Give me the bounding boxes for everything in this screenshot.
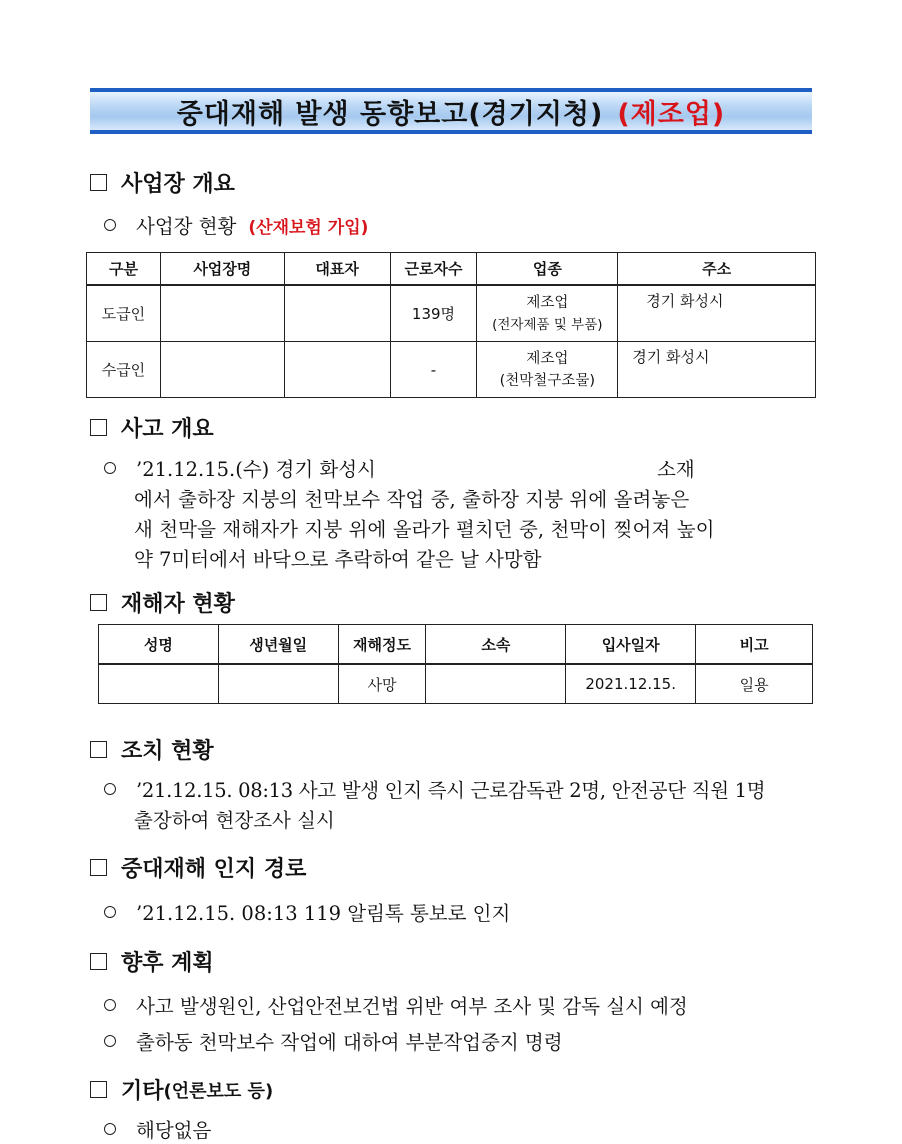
header-cell: 소속 (426, 625, 566, 665)
row-type: 도급인 (87, 285, 161, 342)
plan-line-2: 출하동 천막보수 작업에 대하여 부분작업중지 명령 (136, 1031, 563, 1054)
row-industry (477, 342, 618, 398)
checkbox-square-icon (90, 174, 107, 191)
section-title: 조치 현황 (121, 739, 214, 764)
table-header-row (87, 253, 816, 286)
circle-bullet-icon (104, 1123, 116, 1135)
action-line-2: 출장하여 현장조사 실시 (134, 809, 335, 832)
victim-degree: 사망 (338, 664, 426, 704)
accident-line-4: 약 7미터에서 바닥으로 추락하여 같은 날 사망함 (134, 548, 542, 571)
circle-bullet-icon (104, 906, 116, 918)
bullet-plan-1 (104, 991, 688, 1019)
header-cell: 주소 (618, 253, 816, 286)
table-row (99, 664, 813, 704)
recognition-line: ’21.12.15. 08:13 119 알림톡 통보로 인지 (136, 902, 511, 925)
circle-bullet-icon (104, 462, 116, 474)
industry-line: 제조업 (526, 350, 569, 367)
section-title: 기타 (121, 1079, 164, 1104)
header-cell: 대표자 (284, 253, 390, 286)
header-cell: 근로자수 (390, 253, 477, 286)
table-row (87, 285, 816, 342)
bullet-company-status (104, 211, 368, 239)
industry-detail: (천막철구조물) (499, 372, 595, 389)
bullet-action (104, 775, 765, 803)
checkbox-square-icon (90, 594, 107, 611)
row-workers: 139명 (390, 285, 477, 342)
section-title: 중대재해 인지 경로 (121, 857, 307, 882)
table-header-row (99, 625, 813, 665)
row-workers: - (390, 342, 477, 398)
bullet-accident (104, 454, 376, 482)
bullet-recognition (104, 898, 510, 926)
report-title: 중대재해 발생 동향보고(경기지청) (176, 98, 604, 130)
section-company-overview (90, 167, 235, 198)
section-title: 재해자 현황 (121, 592, 235, 617)
header-cell: 사업장명 (160, 253, 284, 286)
insurance-tag: (산재보험 가입) (248, 217, 369, 238)
checkbox-square-icon (90, 1081, 107, 1098)
section-action-status (90, 734, 214, 765)
industry-detail: (전자제품 및 부품) (492, 316, 603, 333)
section-title: 향후 계획 (121, 951, 214, 976)
bullet-plan-2 (104, 1027, 563, 1055)
industry-line: 제조업 (526, 294, 569, 311)
header-cell: 입사일자 (566, 625, 696, 665)
table-row (87, 342, 816, 398)
section-title-sub: (언론보도 등) (163, 1080, 274, 1102)
row-name-redacted (160, 342, 284, 398)
report-title-tag: (제조업) (617, 98, 726, 130)
section-title: 사업장 개요 (121, 172, 235, 197)
row-ceo-redacted (284, 342, 390, 398)
action-line-1: ’21.12.15. 08:13 사고 발생 인지 즉시 근로감독관 2명, 안전공단 직원 1명 (136, 779, 766, 802)
bullet-text: 사업장 현황 (136, 215, 237, 238)
victim-org-redacted (426, 664, 566, 704)
section-accident-overview (90, 412, 214, 443)
row-name-redacted (160, 285, 284, 342)
section-recognition-path (90, 852, 306, 883)
header-cell: 구분 (87, 253, 161, 286)
victim-name-redacted (99, 664, 219, 704)
header-cell: 재해정도 (338, 625, 426, 665)
circle-bullet-icon (104, 219, 116, 231)
circle-bullet-icon (104, 783, 116, 795)
row-industry (477, 285, 618, 342)
header-cell: 생년월일 (218, 625, 338, 665)
etc-line: 해당없음 (136, 1119, 212, 1142)
checkbox-square-icon (90, 953, 107, 970)
section-title: 사고 개요 (121, 417, 214, 442)
accident-line-2: 에서 출하장 지붕의 천막보수 작업 중, 출하장 지붕 위에 올려놓은 (134, 488, 690, 511)
header-cell: 업종 (477, 253, 618, 286)
section-victim-status (90, 587, 235, 618)
header-cell: 비고 (696, 625, 813, 665)
row-address: 경기 화성시 (618, 342, 816, 398)
plan-line-1: 사고 발생원인, 산업안전보건법 위반 여부 조사 및 감독 실시 예정 (136, 995, 688, 1018)
row-address: 경기 화성시 (618, 285, 816, 342)
circle-bullet-icon (104, 1035, 116, 1047)
section-etc (90, 1074, 273, 1105)
victim-birth-redacted (218, 664, 338, 704)
victim-table (98, 624, 813, 704)
circle-bullet-icon (104, 999, 116, 1011)
section-future-plan (90, 946, 214, 977)
checkbox-square-icon (90, 741, 107, 758)
row-ceo-redacted (284, 285, 390, 342)
row-type: 수급인 (87, 342, 161, 398)
victim-joined: 2021.12.15. (566, 664, 696, 704)
bullet-etc (104, 1115, 211, 1143)
accident-line-1b: 소재 (657, 458, 695, 481)
victim-note: 일용 (696, 664, 813, 704)
company-table (86, 252, 816, 398)
header-cell: 성명 (99, 625, 219, 665)
accident-line-3: 새 천막을 재해자가 지붕 위에 올라가 펼치던 중, 천막이 찢어져 높이 (134, 518, 715, 541)
checkbox-square-icon (90, 859, 107, 876)
report-title-banner (90, 88, 812, 134)
accident-line-1a: ’21.12.15.(수) 경기 화성시 (136, 458, 376, 481)
checkbox-square-icon (90, 419, 107, 436)
